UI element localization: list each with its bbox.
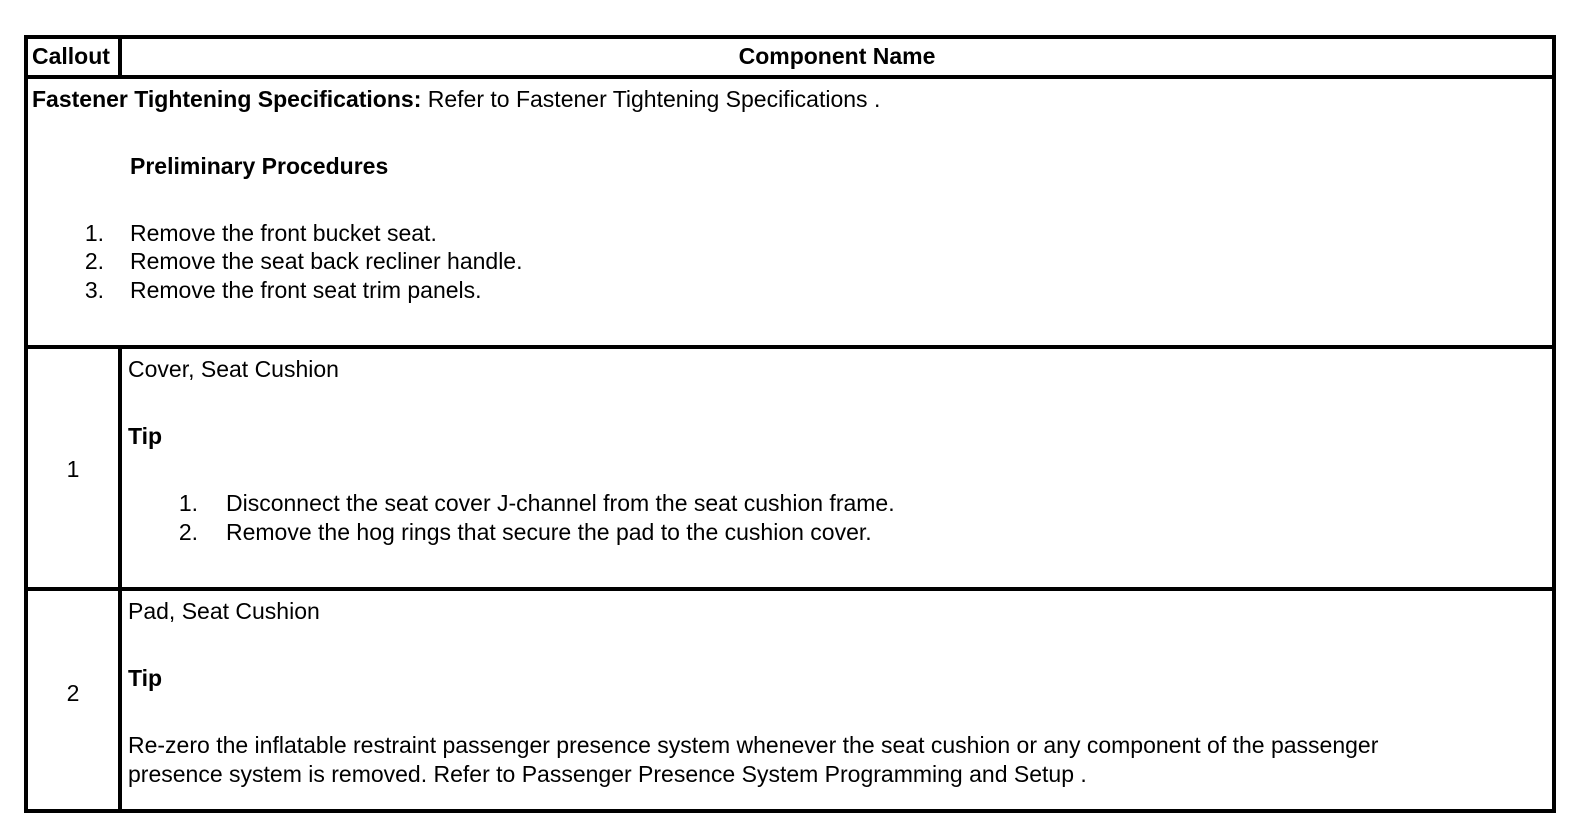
column-divider-rows: [118, 345, 122, 813]
fastener-spec-line: [32, 85, 880, 113]
fastener-spec-label: Fastener Tightening Specifications:: [32, 86, 422, 112]
tip-step-text: Remove the hog rings that secure the pad to the cushion cover.: [226, 519, 872, 545]
preliminary-heading: Preliminary Procedures: [130, 153, 389, 179]
tip-heading: Tip: [128, 665, 163, 691]
prelim-step-text: Remove the front seat trim panels.: [130, 277, 482, 303]
row-divider-general: [28, 345, 1552, 349]
tip-step-num: 1.: [178, 490, 198, 516]
fastener-spec-text: Refer to Fastener Tightening Specifications .: [421, 86, 881, 112]
prelim-step-text: Remove the seat back recliner handle.: [130, 248, 523, 274]
callout-number: 1: [66, 456, 80, 482]
tip-step-text: Disconnect the seat cover J-channel from the seat cushion frame.: [226, 490, 895, 516]
header-callout: Callout: [32, 43, 110, 69]
header-divider: [28, 75, 1552, 79]
prelim-step-num: 2.: [84, 248, 104, 274]
tip-text: presence system is removed. Refer to Passenger Presence System Programming and Setup .: [128, 761, 1087, 787]
tip-text: Re-zero the inflatable restraint passenger presence system whenever the seat cushion or any component of the passenger: [128, 732, 1379, 758]
prelim-step-num: 1.: [84, 220, 104, 246]
tip-heading: Tip: [128, 423, 163, 449]
tip-step-num: 2.: [178, 519, 198, 545]
component-name: Pad, Seat Cushion: [128, 598, 320, 624]
prelim-step-num: 3.: [84, 277, 104, 303]
callout-number: 2: [66, 680, 80, 706]
component-table: [24, 35, 1556, 813]
row-divider-1: [28, 587, 1552, 591]
component-name: Cover, Seat Cushion: [128, 356, 339, 382]
prelim-step-text: Remove the front bucket seat.: [130, 220, 437, 246]
header-component-name: Component Name: [738, 43, 936, 69]
